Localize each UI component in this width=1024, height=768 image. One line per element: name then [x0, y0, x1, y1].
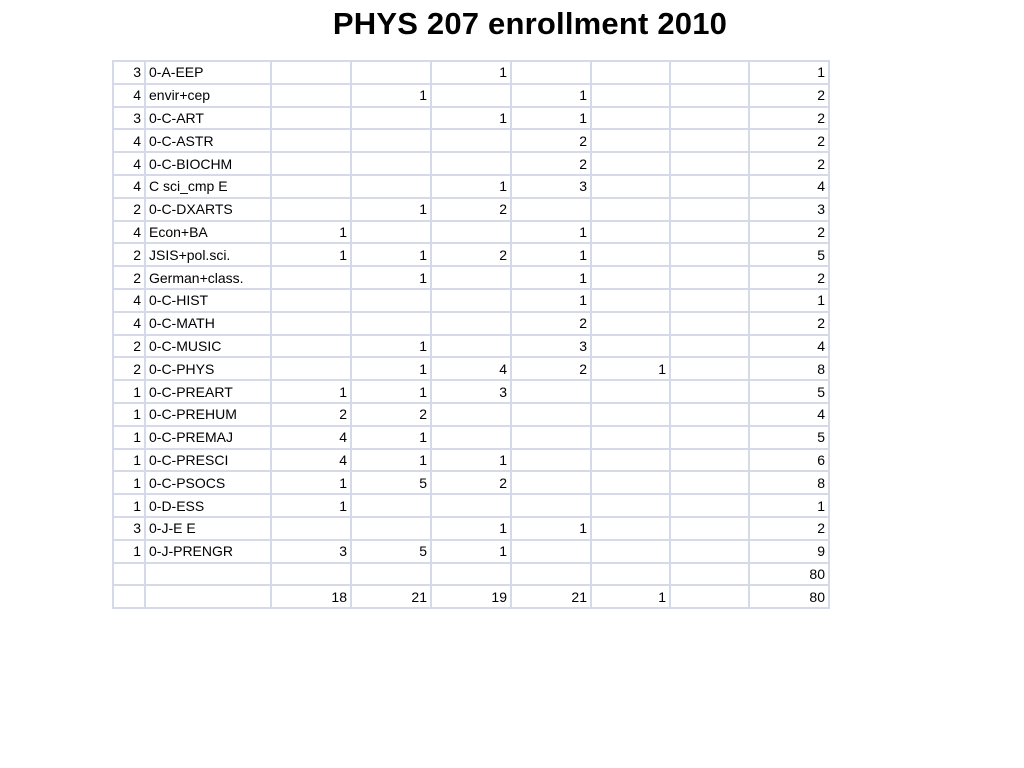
count-cell [431, 84, 511, 107]
table-row [113, 335, 829, 358]
count-cell [351, 152, 431, 175]
major-cell: 0-C-MATH [145, 312, 271, 335]
count-cell [670, 517, 749, 540]
count-cell [670, 61, 749, 84]
count-cell: 1 [271, 221, 351, 244]
count-cell [511, 449, 591, 472]
total-cell: 5 [749, 426, 829, 449]
table-row [113, 540, 829, 563]
count-cell [670, 107, 749, 130]
total-cell: 80 [749, 585, 829, 608]
count-cell: 1 [431, 517, 511, 540]
count-cell: 1 [431, 175, 511, 198]
count-cell [351, 289, 431, 312]
count-cell [591, 107, 670, 130]
count-cell [431, 221, 511, 244]
table-row [113, 152, 829, 175]
count-cell [591, 312, 670, 335]
count-cell [271, 266, 351, 289]
count-cell: 4 [271, 426, 351, 449]
count-cell [271, 84, 351, 107]
count-cell [511, 563, 591, 586]
major-cell: 0-C-BIOCHM [145, 152, 271, 175]
year-cell: 1 [113, 449, 145, 472]
count-cell: 2 [431, 198, 511, 221]
count-cell: 18 [271, 585, 351, 608]
count-cell [431, 563, 511, 586]
count-cell: 2 [511, 129, 591, 152]
table-row [113, 84, 829, 107]
table-row [113, 471, 829, 494]
count-cell [591, 380, 670, 403]
count-cell: 2 [351, 403, 431, 426]
count-cell [670, 335, 749, 358]
count-cell: 3 [431, 380, 511, 403]
year-cell: 2 [113, 198, 145, 221]
year-cell: 3 [113, 107, 145, 130]
table-row [113, 198, 829, 221]
count-cell: 19 [431, 585, 511, 608]
count-cell: 1 [271, 494, 351, 517]
count-cell: 1 [431, 449, 511, 472]
total-cell: 5 [749, 380, 829, 403]
count-cell [511, 380, 591, 403]
major-cell: 0-C-MUSIC [145, 335, 271, 358]
count-cell [271, 129, 351, 152]
major-cell: C sci_cmp E [145, 175, 271, 198]
count-cell: 1 [511, 289, 591, 312]
table-row [113, 289, 829, 312]
count-cell [591, 403, 670, 426]
count-cell [591, 426, 670, 449]
year-cell: 1 [113, 380, 145, 403]
count-cell: 1 [511, 266, 591, 289]
major-cell: 0-C-HIST [145, 289, 271, 312]
count-cell: 1 [271, 471, 351, 494]
count-cell [351, 221, 431, 244]
count-cell: 1 [351, 449, 431, 472]
count-cell: 1 [511, 107, 591, 130]
count-cell [271, 312, 351, 335]
year-cell: 4 [113, 84, 145, 107]
count-cell: 3 [271, 540, 351, 563]
major-cell: 0-C-PREART [145, 380, 271, 403]
count-cell: 1 [511, 517, 591, 540]
total-cell: 4 [749, 335, 829, 358]
year-cell: 1 [113, 403, 145, 426]
major-cell: JSIS+pol.sci. [145, 243, 271, 266]
table-row [113, 175, 829, 198]
major-cell: 0-C-PHYS [145, 357, 271, 380]
count-cell [271, 175, 351, 198]
year-cell: 1 [113, 426, 145, 449]
table-row [113, 266, 829, 289]
count-cell [670, 243, 749, 266]
count-cell [351, 312, 431, 335]
count-cell: 1 [351, 380, 431, 403]
total-cell: 6 [749, 449, 829, 472]
count-cell [511, 426, 591, 449]
year-cell: 4 [113, 289, 145, 312]
count-cell: 1 [511, 221, 591, 244]
count-cell: 2 [511, 152, 591, 175]
count-cell [271, 107, 351, 130]
total-cell: 2 [749, 312, 829, 335]
count-cell [431, 266, 511, 289]
major-cell: 0-A-EEP [145, 61, 271, 84]
count-cell [511, 540, 591, 563]
major-cell: 0-C-ART [145, 107, 271, 130]
count-cell [511, 198, 591, 221]
count-cell [511, 494, 591, 517]
count-cell: 2 [431, 243, 511, 266]
count-cell [271, 563, 351, 586]
major-cell: 0-J-E E [145, 517, 271, 540]
count-cell [591, 61, 670, 84]
count-cell: 1 [351, 357, 431, 380]
year-cell: 4 [113, 221, 145, 244]
major-cell: 0-C-DXARTS [145, 198, 271, 221]
total-cell: 4 [749, 175, 829, 198]
total-cell: 4 [749, 403, 829, 426]
count-cell: 2 [511, 357, 591, 380]
count-cell: 1 [591, 357, 670, 380]
major-cell: 0-C-ASTR [145, 129, 271, 152]
count-cell [431, 403, 511, 426]
count-cell [591, 152, 670, 175]
year-cell: 3 [113, 61, 145, 84]
count-cell [670, 494, 749, 517]
count-cell [670, 540, 749, 563]
count-cell [351, 129, 431, 152]
major-cell: 0-J-PRENGR [145, 540, 271, 563]
total-cell: 2 [749, 517, 829, 540]
total-cell: 1 [749, 494, 829, 517]
year-cell: 2 [113, 357, 145, 380]
count-cell [271, 198, 351, 221]
count-cell [670, 357, 749, 380]
count-cell: 4 [431, 357, 511, 380]
year-cell: 4 [113, 175, 145, 198]
total-cell: 2 [749, 84, 829, 107]
count-cell [591, 449, 670, 472]
year-cell: 2 [113, 266, 145, 289]
major-cell: envir+cep [145, 84, 271, 107]
count-cell: 1 [351, 84, 431, 107]
total-cell: 9 [749, 540, 829, 563]
count-cell: 1 [351, 335, 431, 358]
count-cell [591, 471, 670, 494]
total-cell: 3 [749, 198, 829, 221]
major-cell: Econ+BA [145, 221, 271, 244]
count-cell: 4 [271, 449, 351, 472]
total-cell: 2 [749, 152, 829, 175]
count-cell [670, 198, 749, 221]
total-cell: 80 [749, 563, 829, 586]
total-cell: 1 [749, 289, 829, 312]
count-cell [591, 129, 670, 152]
count-cell [431, 335, 511, 358]
count-cell [271, 152, 351, 175]
count-cell [670, 129, 749, 152]
major-cell [145, 585, 271, 608]
count-cell [591, 289, 670, 312]
year-cell: 4 [113, 152, 145, 175]
table-row [113, 563, 829, 586]
table-row [113, 107, 829, 130]
count-cell [670, 312, 749, 335]
count-cell [591, 494, 670, 517]
year-cell: 2 [113, 335, 145, 358]
count-cell [670, 266, 749, 289]
count-cell [431, 494, 511, 517]
count-cell [271, 335, 351, 358]
count-cell [670, 289, 749, 312]
table-row [113, 426, 829, 449]
count-cell [271, 61, 351, 84]
count-cell [271, 289, 351, 312]
major-cell: German+class. [145, 266, 271, 289]
count-cell [431, 426, 511, 449]
total-cell: 5 [749, 243, 829, 266]
table-row [113, 449, 829, 472]
count-cell [351, 61, 431, 84]
count-cell: 1 [351, 243, 431, 266]
table-row [113, 585, 829, 608]
count-cell: 1 [591, 585, 670, 608]
table-row [113, 61, 829, 84]
year-cell: 2 [113, 243, 145, 266]
count-cell [670, 380, 749, 403]
count-cell [591, 243, 670, 266]
count-cell: 2 [431, 471, 511, 494]
slide-title: PHYS 207 enrollment 2010 [332, 6, 728, 41]
count-cell: 1 [271, 243, 351, 266]
table-row [113, 357, 829, 380]
total-cell: 2 [749, 107, 829, 130]
major-cell: 0-C-PSOCS [145, 471, 271, 494]
major-cell [145, 563, 271, 586]
count-cell [351, 107, 431, 130]
count-cell [431, 312, 511, 335]
count-cell [351, 517, 431, 540]
year-cell [113, 563, 145, 586]
table-body [113, 61, 829, 608]
count-cell [670, 449, 749, 472]
count-cell [591, 540, 670, 563]
count-cell [591, 198, 670, 221]
count-cell [591, 517, 670, 540]
count-cell [591, 175, 670, 198]
count-cell: 1 [431, 107, 511, 130]
count-cell [591, 84, 670, 107]
count-cell [670, 403, 749, 426]
count-cell [591, 221, 670, 244]
count-cell: 5 [351, 540, 431, 563]
count-cell [670, 221, 749, 244]
count-cell: 1 [351, 198, 431, 221]
major-cell: 0-D-ESS [145, 494, 271, 517]
year-cell: 1 [113, 471, 145, 494]
total-cell: 2 [749, 266, 829, 289]
count-cell: 21 [511, 585, 591, 608]
major-cell: 0-C-PREHUM [145, 403, 271, 426]
enrollment-table [112, 60, 830, 609]
table-row [113, 380, 829, 403]
count-cell [670, 563, 749, 586]
count-cell [591, 335, 670, 358]
table-row [113, 403, 829, 426]
count-cell: 21 [351, 585, 431, 608]
total-cell: 1 [749, 61, 829, 84]
count-cell: 1 [431, 540, 511, 563]
count-cell [431, 152, 511, 175]
year-cell [113, 585, 145, 608]
count-cell: 1 [271, 380, 351, 403]
total-cell: 2 [749, 221, 829, 244]
major-cell: 0-C-PREMAJ [145, 426, 271, 449]
count-cell: 2 [271, 403, 351, 426]
count-cell [271, 517, 351, 540]
table-row [113, 517, 829, 540]
count-cell: 3 [511, 335, 591, 358]
count-cell [351, 563, 431, 586]
count-cell [670, 84, 749, 107]
total-cell: 8 [749, 471, 829, 494]
total-cell: 8 [749, 357, 829, 380]
count-cell [591, 266, 670, 289]
count-cell [271, 357, 351, 380]
count-cell [670, 585, 749, 608]
year-cell: 1 [113, 540, 145, 563]
count-cell [670, 152, 749, 175]
count-cell [431, 129, 511, 152]
count-cell: 5 [351, 471, 431, 494]
table-row [113, 312, 829, 335]
table-row [113, 221, 829, 244]
count-cell: 1 [511, 243, 591, 266]
table-row [113, 494, 829, 517]
count-cell [670, 426, 749, 449]
count-cell [591, 563, 670, 586]
total-cell: 2 [749, 129, 829, 152]
count-cell [670, 471, 749, 494]
count-cell: 2 [511, 312, 591, 335]
table-row [113, 129, 829, 152]
count-cell [351, 494, 431, 517]
count-cell: 1 [351, 426, 431, 449]
table-row [113, 243, 829, 266]
major-cell: 0-C-PRESCI [145, 449, 271, 472]
year-cell: 3 [113, 517, 145, 540]
count-cell [511, 471, 591, 494]
count-cell [511, 403, 591, 426]
count-cell [670, 175, 749, 198]
count-cell: 1 [511, 84, 591, 107]
year-cell: 1 [113, 494, 145, 517]
year-cell: 4 [113, 312, 145, 335]
count-cell: 1 [351, 266, 431, 289]
count-cell: 3 [511, 175, 591, 198]
count-cell [511, 61, 591, 84]
count-cell: 1 [431, 61, 511, 84]
count-cell [351, 175, 431, 198]
year-cell: 4 [113, 129, 145, 152]
count-cell [431, 289, 511, 312]
